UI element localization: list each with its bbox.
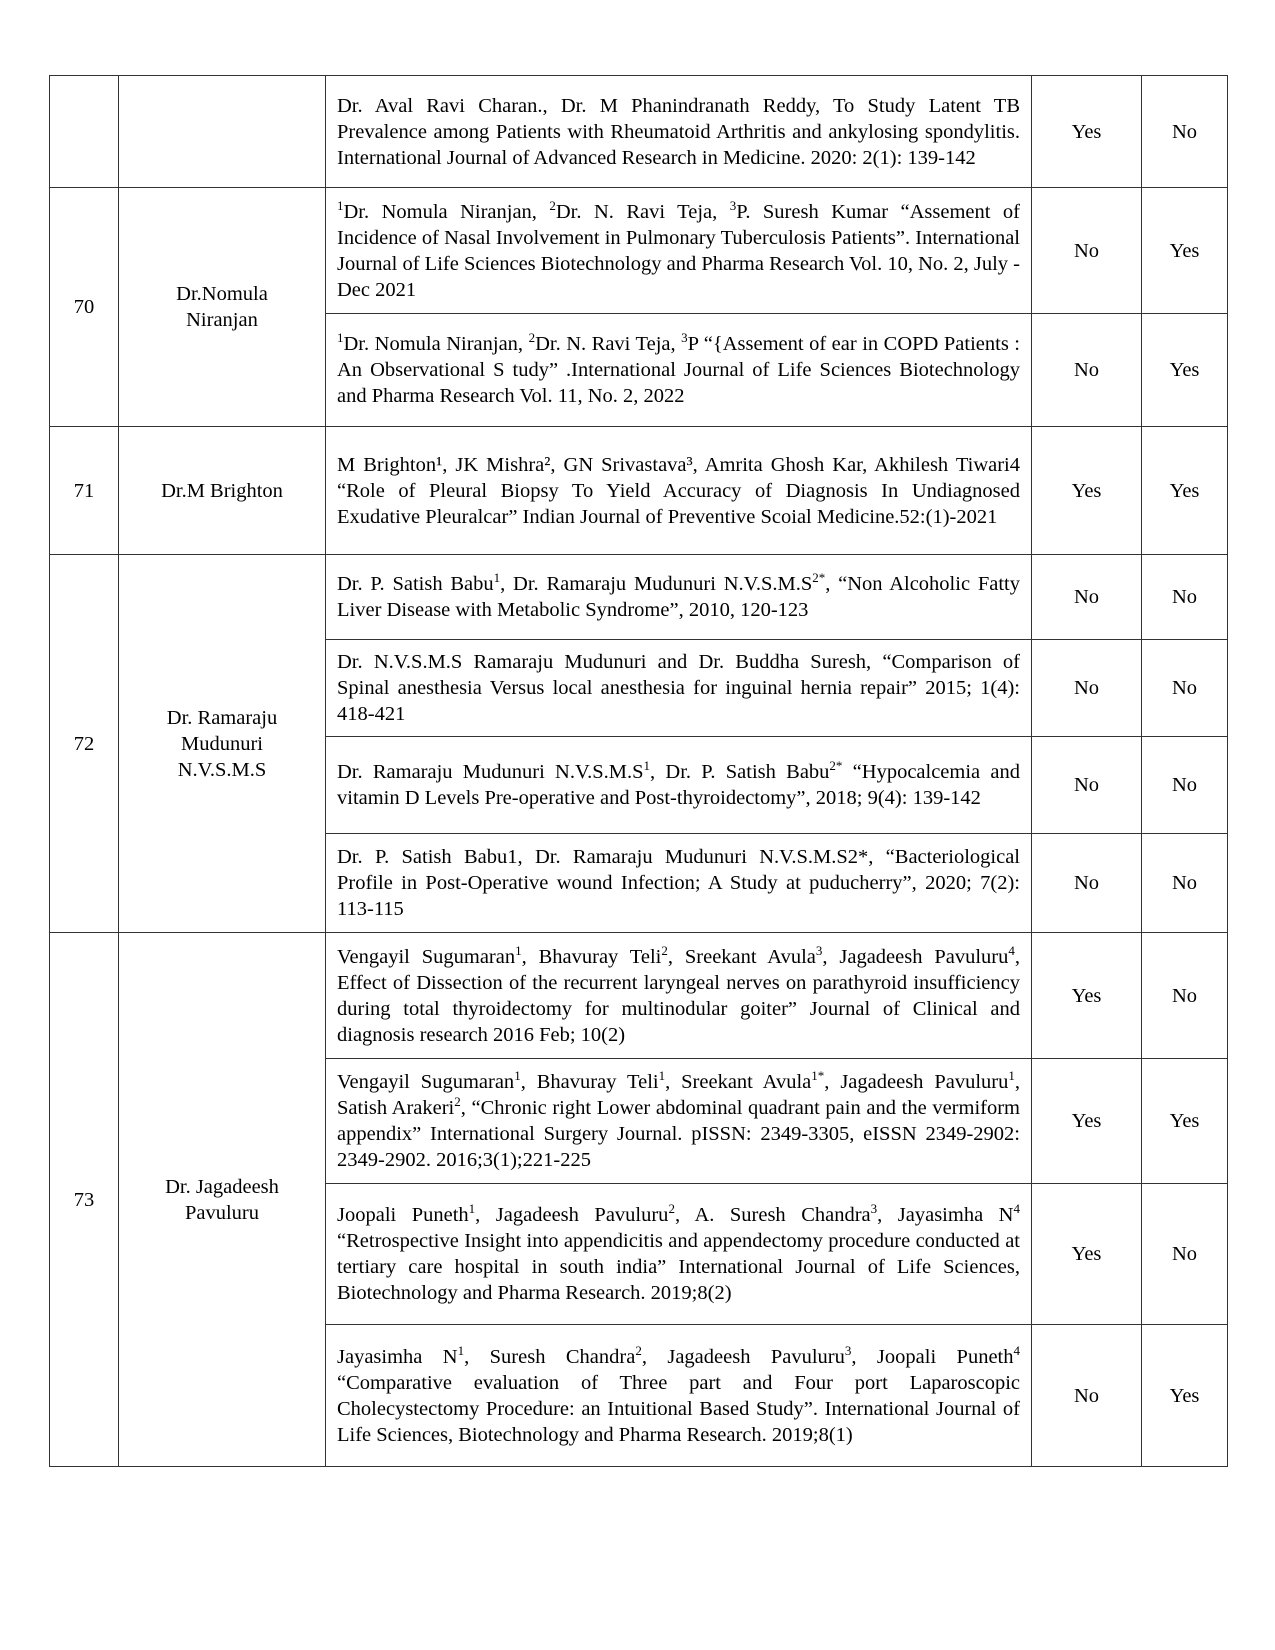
publication-citation-cell bbox=[326, 555, 1032, 640]
indexed-status-cell: No bbox=[1032, 1325, 1142, 1467]
faculty-name-cell: Dr.Nomula Niranjan bbox=[119, 188, 326, 427]
status-cell: No bbox=[1142, 555, 1228, 640]
publication-citation-cell bbox=[326, 76, 1032, 188]
publication-citation-text: $^1$Dr. Nomula Niranjan, $^2$Dr. N. Ravi Teja, $^3$P “{Assement of ear in COPD Patients : An Observational S tudy” .International Journal of Life Sciences Biotechnology and Pharma Research Vol. 11, No. 2, 2022 bbox=[337, 330, 1021, 407]
publication-citation-text: Dr. Aval Ravi Charan., Dr. M Phanindranath Reddy, To Study Latent TB Prevalence among Patients with Rheumatoid Arthritis and ankylosing spondylitis. International Journal of Advanced Research in Medicine. 2020: 2(1): 139-142 bbox=[337, 94, 1020, 169]
publication-citation-cell bbox=[326, 1325, 1032, 1467]
publication-citation-cell bbox=[326, 1184, 1032, 1325]
publication-citation-text: Dr. P. Satish Babu$^1$, Dr. Ramaraju Mudunuri $N.V.S.M.S^{2*}$, “Non Alcoholic Fatty Liver Disease with Metabolic Syndrome”, 2010, 120-123 bbox=[337, 570, 1020, 621]
table-row bbox=[50, 188, 1228, 314]
publication-citation-cell bbox=[326, 427, 1032, 555]
serial-number-cell bbox=[50, 76, 119, 188]
indexed-status-cell: Yes bbox=[1032, 76, 1142, 188]
status-cell: No bbox=[1142, 834, 1228, 933]
publication-citation-cell bbox=[326, 188, 1032, 314]
indexed-status-cell: No bbox=[1032, 314, 1142, 427]
publication-citation-text: M Brighton¹, JK Mishra², GN Srivastava³, Amrita Ghosh Kar, Akhilesh Tiwari4 “Role of Pleural Biopsy To Yield Accuracy of Diagnosis In Undiagnosed Exudative Pleuralcar” Indian Journal of Preventive Scoial Medicine.52:(1)-2021 bbox=[337, 453, 1020, 528]
status-cell: Yes bbox=[1142, 314, 1228, 427]
status-cell: No bbox=[1142, 76, 1228, 188]
publication-citation-text: Dr. P. Satish Babu1, Dr. Ramaraju Mudunuri N.V.S.M.S2*, “Bacteriological Profile in Post-Operative wound Infection; A Study at puducherry”, 2020; 7(2): 113-115 bbox=[337, 846, 1020, 920]
faculty-name-cell: Dr. Ramaraju Mudunuri N.V.S.M.S bbox=[119, 555, 326, 933]
publication-citation-text: $^1$Dr. Nomula Niranjan, $^2$Dr. N. Ravi Teja, $^3$P. Suresh Kumar “Assement of Incidence of Nasal Involvement in Pulmonary Tuberculosis Patients”. International Journal of Life Sciences Biotechnology and Pharma Research Vol. 10, No. 2, July - Dec 2021 bbox=[337, 197, 1021, 301]
publication-citation-cell bbox=[326, 640, 1032, 737]
publication-citation-cell bbox=[326, 314, 1032, 427]
status-cell: Yes bbox=[1142, 188, 1228, 314]
indexed-status-cell: No bbox=[1032, 834, 1142, 933]
faculty-name-cell bbox=[119, 76, 326, 188]
indexed-status-cell: Yes bbox=[1032, 1184, 1142, 1325]
indexed-status-cell: No bbox=[1032, 555, 1142, 640]
status-cell: No bbox=[1142, 737, 1228, 834]
publications-table bbox=[49, 75, 1228, 1467]
status-cell: Yes bbox=[1142, 427, 1228, 555]
publication-citation-cell bbox=[326, 834, 1032, 933]
faculty-name-cell: Dr. Jagadeesh Pavuluru bbox=[119, 933, 326, 1467]
status-cell: No bbox=[1142, 640, 1228, 737]
indexed-status-cell: No bbox=[1032, 737, 1142, 834]
status-cell: No bbox=[1142, 933, 1228, 1059]
publication-citation-text: Dr. N.V.S.M.S Ramaraju Mudunuri and Dr. Buddha Suresh, “Comparison of Spinal anesthesia Versus local anesthesia for inguinal hernia repair” 2015; 1(4): 418-421 bbox=[337, 651, 1020, 725]
table-row bbox=[50, 427, 1228, 555]
serial-number-cell: 73 bbox=[50, 933, 119, 1467]
indexed-status-cell: No bbox=[1032, 640, 1142, 737]
faculty-name-cell: Dr.M Brighton bbox=[119, 427, 326, 555]
indexed-status-cell: Yes bbox=[1032, 1059, 1142, 1184]
indexed-status-cell: Yes bbox=[1032, 427, 1142, 555]
serial-number-cell: 71 bbox=[50, 427, 119, 555]
publication-citation-cell bbox=[326, 1059, 1032, 1184]
publication-citation-text: Joopali Puneth$^1$, Jagadeesh Pavuluru$^2$, A. Suresh Chandra$^3$, Jayasimha $N^4$ “Retrospective Insight into appendicitis and appendectomy procedure conducted at tertiary care hospital in south india” International Journal of Life Sciences, Biotechnology and Pharma Research. 2019;8(2) bbox=[337, 1201, 1020, 1304]
table-row bbox=[50, 933, 1228, 1059]
status-cell: No bbox=[1142, 1184, 1228, 1325]
publications-table-body bbox=[50, 76, 1228, 1467]
indexed-status-cell: No bbox=[1032, 188, 1142, 314]
status-cell: Yes bbox=[1142, 1059, 1228, 1184]
publication-citation-text: Jayasimha $N^1$, Suresh Chandra$^2$, Jagadeesh Pavuluru$^3$, Joopali Puneth$^4$ “Comparative evaluation of Three part and Four port Laparoscopic Cholecystectomy Procedure: an Intuitional Based Study”. International Journal of Life Sciences, Biotechnology and Pharma Research. 2019;8(1) bbox=[337, 1342, 1020, 1446]
publication-citation-cell bbox=[326, 737, 1032, 834]
status-cell: Yes bbox=[1142, 1325, 1228, 1467]
table-row bbox=[50, 555, 1228, 640]
serial-number-cell: 70 bbox=[50, 188, 119, 427]
publication-citation-text: Vengayil Sugumaran$^1$, Bhavuray Teli$^1$, Sreekant Avula$^{1*}$, Jagadeesh Pavuluru$^1$, Satish Arakeri$^2$, “Chronic right Lower abdominal quadrant pain and the vermiform appendix” International Surgery Journal. pISSN: 2349-3305, eISSN 2349-2902: 2349-2902. 2016;3(1);221-225 bbox=[337, 1068, 1021, 1171]
table-row bbox=[50, 76, 1228, 188]
indexed-status-cell: Yes bbox=[1032, 933, 1142, 1059]
serial-number-cell: 72 bbox=[50, 555, 119, 933]
publication-citation-cell bbox=[326, 933, 1032, 1059]
publication-citation-text: Dr. Ramaraju Mudunuri $N.V.S.M.S^1$, Dr. P. Satish Babu$^{2*}$ “Hypocalcemia and vitamin D Levels Pre-operative and Post-thyroidectomy”, 2018; 9(4): 139-142 bbox=[337, 758, 1020, 809]
publication-citation-text: Vengayil Sugumaran$^1$, Bhavuray Teli$^2$, Sreekant Avula$^3$, Jagadeesh Pavuluru$^4$, Effect of Dissection of the recurrent laryngeal nerves on parathyroid insufficiency during total thyroidectomy for multinodular goiter” Journal of Clinical and diagnosis research 2016 Feb; 10(2) bbox=[337, 942, 1020, 1046]
